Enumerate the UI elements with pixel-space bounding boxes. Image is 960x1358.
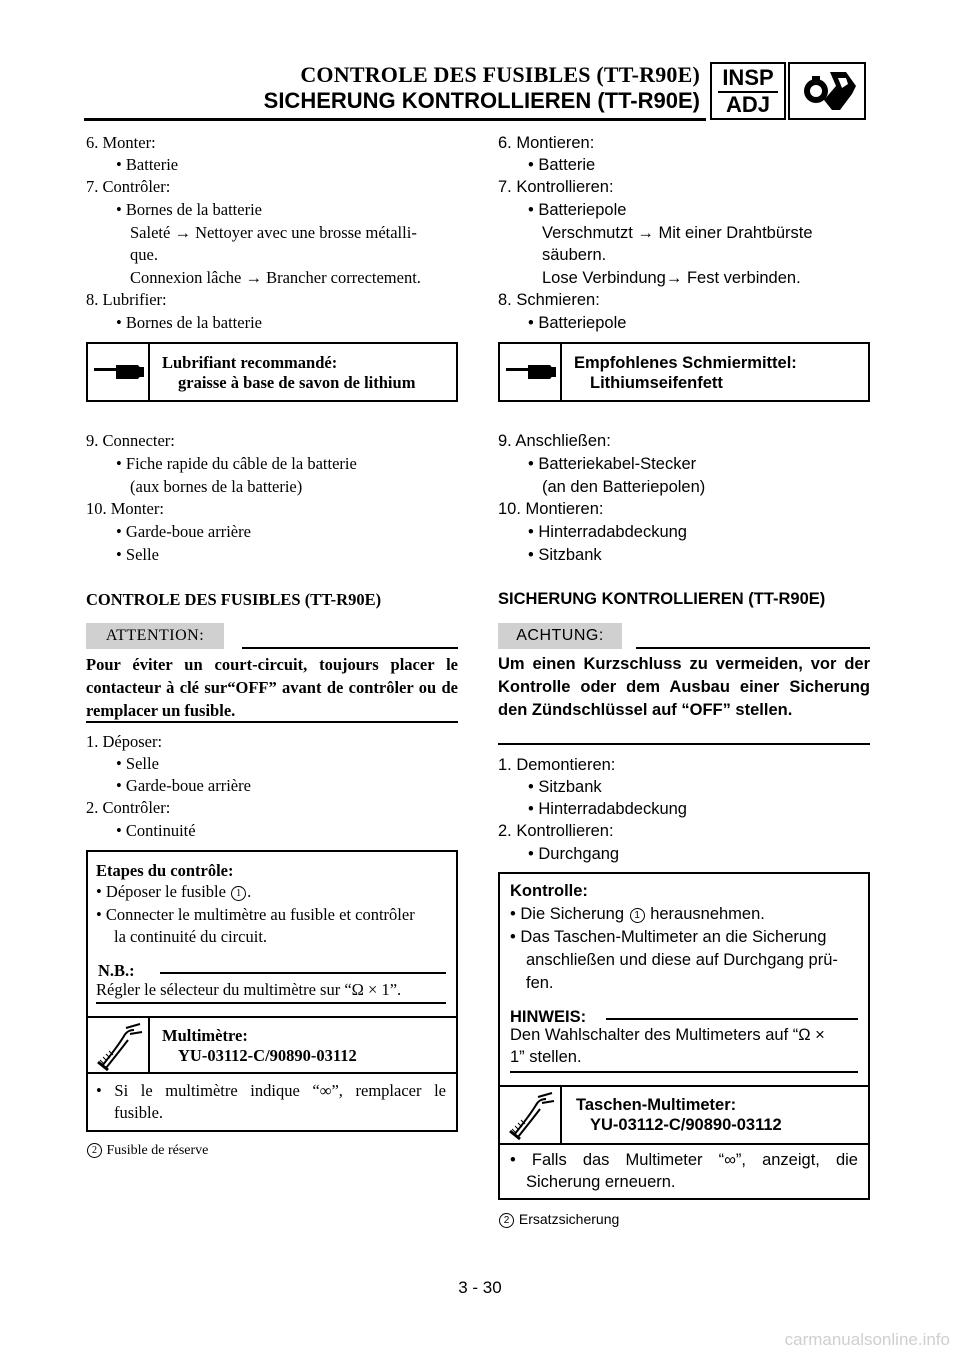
de-caution-text: Um einen Kurzschluss zu vermeiden, vor der Kontrolle oder dem Ausbau einer Sicherung den Zündschlüssel auf “OFF” stellen. — [498, 655, 870, 719]
de-nb-text2: 1” stellen. — [510, 1048, 582, 1066]
watermark: carmanualsonline.info — [784, 1330, 950, 1349]
de-s2-item-a: • Durchgang — [528, 845, 620, 863]
de-s1: 1. Demontieren: — [498, 756, 616, 774]
fr-step6-a: Batterie — [125, 155, 179, 174]
header-rule — [84, 118, 706, 121]
de-box-b2: anschließen und diese auf Durchgang prü- — [526, 951, 838, 969]
de-box-b1: Das Taschen-Multimeter an die Sicherung — [520, 928, 827, 946]
fr-s1-item-b: • Garde-boue arrière — [116, 776, 251, 795]
fr-footnote-ref: 2 — [87, 1143, 102, 1158]
de-section-title: SICHERUNG KONTROLLIEREN (TT-R90E) — [498, 590, 826, 608]
de-result-1-wrap — [510, 1149, 858, 1171]
fr-tool-value: YU-03112-C/90890-03112 — [178, 1046, 357, 1065]
de-result-1-line: • Falls das Multimeter “∞”, anzeigt, die — [510, 1151, 858, 1169]
de-s1-b: Hinterradabdeckung — [538, 800, 687, 818]
de-s1-item-b: • Hinterradabdeckung — [528, 800, 687, 818]
de-caution-rule-bottom — [498, 743, 870, 745]
fr-s2-a: Continuité — [125, 821, 196, 840]
fr-step9-item: • Fiche rapide du câble de la batterie — [116, 454, 357, 473]
de-box-title: Kontrolle: — [510, 882, 588, 900]
de-step10-item-b: • Sitzbank — [528, 546, 602, 564]
fr-tool-rule-top — [86, 1016, 458, 1018]
de-step8-a: Batteriepole — [538, 314, 627, 332]
fr-box-b2: la continuité du circuit. — [114, 927, 268, 946]
de-tool-title: Taschen-Multimeter: — [576, 1096, 737, 1114]
de-s1-item-a: • Sitzbank — [528, 778, 602, 796]
de-step7-b1: Verschmutzt → Mit einer Drahtbürste — [542, 224, 813, 242]
multimeter-tool-icon — [508, 1091, 556, 1141]
fr-caution-rule-bottom — [86, 721, 458, 723]
fr-s2: 2. Contrôler: — [86, 798, 171, 817]
de-caution-label: ACHTUNG: — [498, 623, 622, 649]
fr-tool-divider — [148, 1016, 150, 1072]
fr-result-1-line: • Si le multimètre indique “∞”, remplacer le — [96, 1081, 446, 1100]
fr-box-b1-wrap: • Connecter le multimètre au fusible et contrôler — [96, 905, 415, 924]
de-s2: 2. Kontrollieren: — [498, 822, 614, 840]
fr-result-1: Si le multimètre indique “∞”, remplacer le — [114, 1081, 446, 1100]
de-footnote-ref: 2 — [499, 1213, 514, 1228]
fr-tool-rule-bottom — [86, 1072, 458, 1074]
de-step7-c: Lose Verbindung→ Fest verbinden. — [542, 269, 801, 287]
fr-box-b1: Connecter le multimètre au fusible et contrôler — [105, 905, 415, 924]
de-step6: 6. Montieren: — [498, 134, 595, 152]
fr-caution-text: Pour éviter un court-circuit, toujours placer le contacteur à clé sur“OFF” avant de contrôler ou de remplacer un fusible. — [86, 655, 458, 720]
de-footnote-text: Ersatzsicherung — [518, 1211, 620, 1227]
de-step8-item: • Batteriepole — [528, 314, 627, 332]
de-lubricant-divider — [560, 342, 562, 402]
fr-footnote-text: Fusible de réserve — [106, 1143, 209, 1158]
fr-box-a-pre: Déposer le fusible — [105, 882, 226, 901]
fr-s1: 1. Déposer: — [86, 732, 163, 751]
fr-box-title: Etapes du contrôle: — [96, 861, 234, 880]
de-step7: 7. Kontrollieren: — [498, 178, 614, 196]
de-result-1: Falls das Multimeter “∞”, anzeigt, die — [531, 1151, 858, 1169]
de-step10-item-a: • Hinterradabdeckung — [528, 523, 687, 541]
fr-step6-item: • Batterie — [116, 155, 179, 174]
fr-lub-title: Lubrifiant recommandé: — [162, 353, 338, 372]
fr-step7-b2: que. — [130, 245, 158, 264]
fr-footnote — [86, 1140, 208, 1162]
de-step9-item: • Batteriekabel-Stecker — [528, 455, 697, 473]
de-step8: 8. Schmieren: — [498, 291, 600, 309]
fr-caution-label: ATTENTION: — [86, 623, 224, 649]
fr-step7-item: • Bornes de la batterie — [116, 200, 262, 219]
de-box-a-post: herausnehmen. — [650, 905, 765, 923]
fr-lubricant-divider — [148, 342, 150, 402]
de-step10: 10. Montieren: — [498, 500, 604, 518]
de-box-b1-wrap: • Das Taschen-Multimeter an die Sicherung — [510, 928, 827, 946]
de-tool-value: YU-03112-C/90890-03112 — [590, 1116, 782, 1134]
fr-section-title: CONTROLE DES FUSIBLES (TT-R90E) — [86, 590, 382, 609]
page-number: 3 - 30 — [458, 1278, 502, 1297]
multimeter-tool-icon — [96, 1022, 144, 1072]
fr-s1-item-a: • Selle — [116, 754, 159, 773]
fr-step9: 9. Connecter: — [86, 431, 175, 450]
fr-caution-rule-top — [242, 647, 458, 649]
fr-step10: 10. Monter: — [86, 499, 164, 518]
fr-step10-item-b: • Selle — [116, 545, 159, 564]
de-box-a-pre: Die Sicherung — [520, 905, 625, 923]
fr-step8: 8. Lubrifier: — [86, 290, 167, 309]
de-s2-a: Durchgang — [538, 845, 620, 863]
de-step10-b: Sitzbank — [538, 546, 602, 564]
de-tool-rule-bottom — [498, 1143, 870, 1145]
fr-step7-c: Connexion lâche → Brancher correctement. — [130, 268, 421, 287]
de-result-2: Sicherung erneuern. — [526, 1173, 676, 1191]
de-tool-divider — [560, 1085, 562, 1143]
de-nb-rule-bottom — [510, 1071, 858, 1073]
fr-nb-label: N.B.: — [98, 961, 135, 980]
fr-step6: 6. Monter: — [86, 133, 156, 152]
de-step7-b2: säubern. — [542, 246, 607, 264]
fr-step7: 7. Contrôler: — [86, 177, 171, 196]
header-title-fr: CONTROLE DES FUSIBLES (TT-R90E) — [300, 62, 700, 87]
fr-s1-a: Selle — [125, 754, 159, 773]
badge-bottom-label: ADJ — [725, 92, 770, 117]
de-step7-item: • Batteriepole — [528, 201, 627, 219]
de-nb-rule-top — [606, 1018, 858, 1020]
grease-gun-icon — [506, 362, 558, 382]
fr-box-a: • Déposer le fusible 1 . — [96, 882, 252, 901]
de-step9-b: (an den Batteriepolen) — [542, 478, 706, 496]
de-nb-label: HINWEIS: — [510, 1008, 587, 1026]
fr-step10-b: Selle — [125, 545, 159, 564]
de-step6-item: • Batterie — [528, 156, 596, 174]
fr-step9-b: (aux bornes de la batterie) — [130, 477, 303, 496]
fr-tool-title: Multimètre: — [162, 1026, 248, 1045]
header-title-de: SICHERUNG KONTROLLIEREN (TT-R90E) — [263, 88, 700, 113]
fr-result-2: fusible. — [114, 1103, 164, 1122]
fr-step10-a: Garde-boue arrière — [125, 522, 251, 541]
de-box-b3: fen. — [526, 974, 554, 992]
insp-adj-badge — [710, 62, 786, 120]
fr-step8-item: • Bornes de la batterie — [116, 313, 262, 332]
fr-step8-a: Bornes de la batterie — [125, 313, 262, 332]
badge-top-label: INSP — [722, 65, 774, 90]
fr-result-1-wrap — [96, 1080, 446, 1102]
fr-nb-text: Régler le sélecteur du multimètre sur “Ω × 1”. — [96, 980, 402, 999]
fr-s1-b: Garde-boue arrière — [125, 776, 251, 795]
wrench-inspect-icon-graphic — [790, 64, 864, 118]
de-step9: 9. Anschließen: — [498, 432, 611, 450]
fr-step10-item-a: • Garde-boue arrière — [116, 522, 251, 541]
fr-box-a-post: . — [247, 882, 252, 901]
fr-nb-rule-bottom — [96, 1002, 446, 1004]
de-lub-value: Lithiumseifenfett — [590, 374, 723, 392]
de-step9-a: Batteriekabel-Stecker — [538, 455, 697, 473]
de-nb-text1: Den Wahlschalter des Multimeters auf “Ω × — [510, 1026, 825, 1044]
de-tool-rule-top — [498, 1085, 870, 1087]
fr-nb-rule-top — [160, 972, 446, 974]
fr-step9-a: Fiche rapide du câble de la batterie — [125, 454, 357, 473]
de-s1-a: Sitzbank — [538, 778, 602, 796]
grease-gun-icon — [94, 362, 146, 382]
fr-box-a-ref: 1 — [231, 886, 246, 901]
wrench-inspect-icon — [788, 62, 866, 120]
fr-step7-b1: Saleté → Nettoyer avec une brosse métalli- — [130, 223, 417, 242]
de-footnote — [498, 1208, 619, 1230]
de-lub-title: Empfohlenes Schmiermittel: — [574, 354, 797, 372]
fr-lub-value: graisse à base de savon de lithium — [178, 373, 416, 392]
fr-s2-item-a: • Continuité — [116, 821, 196, 840]
de-step6-a: Batterie — [538, 156, 596, 174]
de-box-a: • Die Sicherung 1 herausnehmen. — [510, 905, 765, 923]
de-caution-rule-top — [636, 647, 870, 649]
de-step7-a: Batteriepole — [538, 201, 627, 219]
de-step10-a: Hinterradabdeckung — [538, 523, 687, 541]
fr-step7-a: Bornes de la batterie — [125, 200, 262, 219]
de-box-a-ref: 1 — [630, 908, 645, 923]
